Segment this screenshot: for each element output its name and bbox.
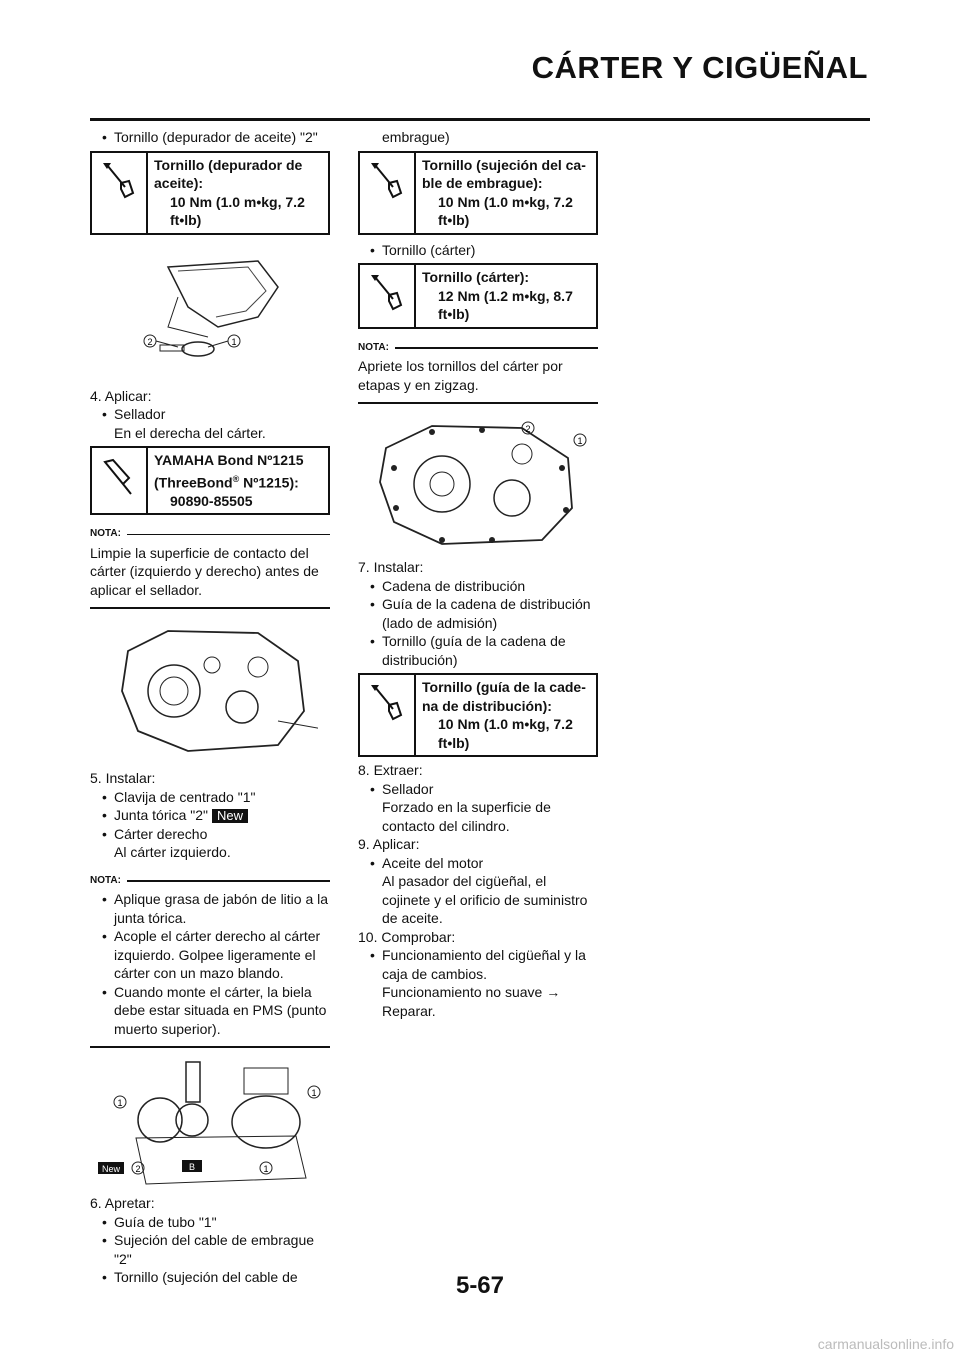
torque-spec-box	[90, 151, 330, 235]
spec-value: ft•lb)	[438, 734, 470, 751]
list-item-detail: Al pasador del cigüeñal, el cojinete y el orificio de suministro de aceite.	[382, 873, 588, 926]
callout-1: 1	[117, 1098, 123, 1109]
spec-value: 12 Nm (1.2 m•kg, 8.7	[438, 287, 573, 304]
spec-value: ft•lb)	[438, 212, 470, 228]
spec-label: (ThreeBond® Nº1215):	[154, 473, 299, 491]
figure-crankcase-bolts	[372, 418, 592, 548]
spec-value: ft•lb)	[170, 212, 202, 228]
left-column	[90, 128, 330, 1287]
list-item: • Tornillo (cárter)	[358, 241, 598, 260]
watermark: carmanualsonline.info	[817, 1336, 954, 1352]
callout-1: 1	[311, 1088, 317, 1099]
figure-crankcase-left	[108, 621, 318, 761]
list-item-detail: Funcionamiento no suave → Reparar.	[382, 984, 561, 1019]
list-item: • Tornillo (guía de la cadena de distribución)	[358, 632, 598, 669]
list-item: • Guía de la cadena de distribución (lado de admisión)	[358, 595, 598, 632]
spec-label: Tornillo (guía de la cade-	[422, 679, 586, 695]
spec-label: na de distribución):	[422, 697, 552, 714]
note-text: Apriete los tornillos del cárter por etapas y en zigzag.	[358, 358, 563, 393]
wrench-icon	[360, 675, 416, 755]
step-8: 8. Extraer:	[358, 762, 423, 778]
list-item-detail: embrague)	[382, 129, 450, 145]
wrench-icon	[92, 153, 148, 233]
list-item-detail: Forzado en la superficie de contacto del cilindro.	[382, 799, 551, 834]
step-10: 10. Comprobar:	[358, 928, 456, 945]
list-item: • Cadena de distribución	[358, 577, 598, 596]
note-item: • Cuando monte el cárter, la biela debe estar situada en PMS (punto muerto superior).	[90, 983, 330, 1039]
list-item: • Sujeción del cable de embrague "2"	[90, 1231, 330, 1268]
torque-spec-box	[358, 673, 598, 757]
list-item: • Sellador	[358, 780, 598, 799]
list-item: • Guía de tubo "1"	[90, 1213, 330, 1232]
grease-mark: B	[188, 1162, 196, 1173]
list-item: • Funcionamiento del cigüeñal y la caja de cambios.	[358, 946, 598, 983]
note-label: NOTA:	[358, 339, 598, 358]
callout-1: 1	[231, 336, 237, 347]
wrench-icon	[360, 153, 416, 233]
sealant-icon	[92, 448, 148, 513]
note-block	[90, 525, 330, 609]
spec-label: YAMAHA Bond Nº1215	[154, 452, 304, 468]
step-5: 5. Instalar:	[90, 770, 156, 787]
spec-value: ft•lb)	[438, 306, 470, 322]
spec-label: aceite):	[154, 175, 204, 191]
note-block	[358, 339, 598, 405]
callout-2: 2	[135, 1164, 141, 1175]
new-badge: New	[101, 1164, 121, 1175]
sealant-spec-box	[90, 446, 330, 515]
torque-spec-box	[358, 263, 598, 329]
spec-value: 10 Nm (1.0 m•kg, 7.2	[170, 193, 305, 210]
step-7: 7. Instalar:	[358, 559, 424, 575]
list-item: • Aceite del motor	[358, 854, 598, 873]
spec-label: Tornillo (depurador de	[154, 156, 303, 173]
spec-label: ble de embrague):	[422, 175, 543, 191]
note-item: • Acople el cárter derecho al cárter izquierdo. Golpee ligeramente el cárter con un mazo blando.	[90, 927, 330, 983]
list-item: • Cárter derecho	[90, 825, 330, 844]
spec-value: 10 Nm (1.0 m•kg, 7.2	[438, 193, 573, 210]
step-9: 9. Aplicar:	[358, 836, 420, 852]
new-badge: New	[212, 809, 248, 823]
list-item-detail: Al cárter izquierdo.	[114, 844, 231, 861]
spec-value: 90890-85505	[170, 492, 253, 509]
list-item-detail: En el derecha del cárter.	[114, 424, 266, 441]
list-item: • Tornillo (depurador de aceite) "2"	[90, 128, 330, 147]
torque-spec-box	[358, 151, 598, 235]
header-rule	[90, 118, 870, 121]
wrench-icon	[360, 265, 416, 327]
spec-label: Tornillo (sujeción del ca-	[422, 156, 586, 173]
list-item: • Junta tórica "2" New	[90, 806, 330, 825]
list-item: • Clavija de centrado "1"	[90, 788, 330, 807]
figure-crankshaft-install	[96, 1058, 326, 1188]
callout-1: 1	[263, 1164, 269, 1175]
right-column	[358, 128, 598, 1020]
spec-label: Tornillo (cárter):	[422, 269, 530, 285]
spec-value: 10 Nm (1.0 m•kg, 7.2	[438, 716, 573, 732]
callout-2: 2	[147, 336, 153, 347]
note-label: NOTA:	[90, 525, 330, 544]
callout-1: 1	[577, 436, 583, 446]
page-title: CÁRTER Y CIGÜEÑAL	[531, 50, 868, 85]
figure-oil-strainer	[138, 257, 288, 377]
list-item: • Tornillo (sujeción del cable de	[90, 1268, 330, 1287]
step-6: 6. Apretar:	[90, 1195, 155, 1212]
step-4: 4. Aplicar:	[90, 387, 152, 404]
page-number: 5-67	[455, 1272, 505, 1299]
note-text: Limpie la superficie de contacto del cárter (izquierdo y derecho) antes de aplicar el sellador.	[90, 544, 319, 598]
callout-2: 2	[525, 424, 531, 434]
note-label: NOTA:	[90, 872, 330, 891]
note-item: • Aplique grasa de jabón de litio a la junta tórica.	[90, 890, 330, 927]
note-block	[90, 872, 330, 1049]
list-item: • Sellador	[90, 405, 330, 424]
